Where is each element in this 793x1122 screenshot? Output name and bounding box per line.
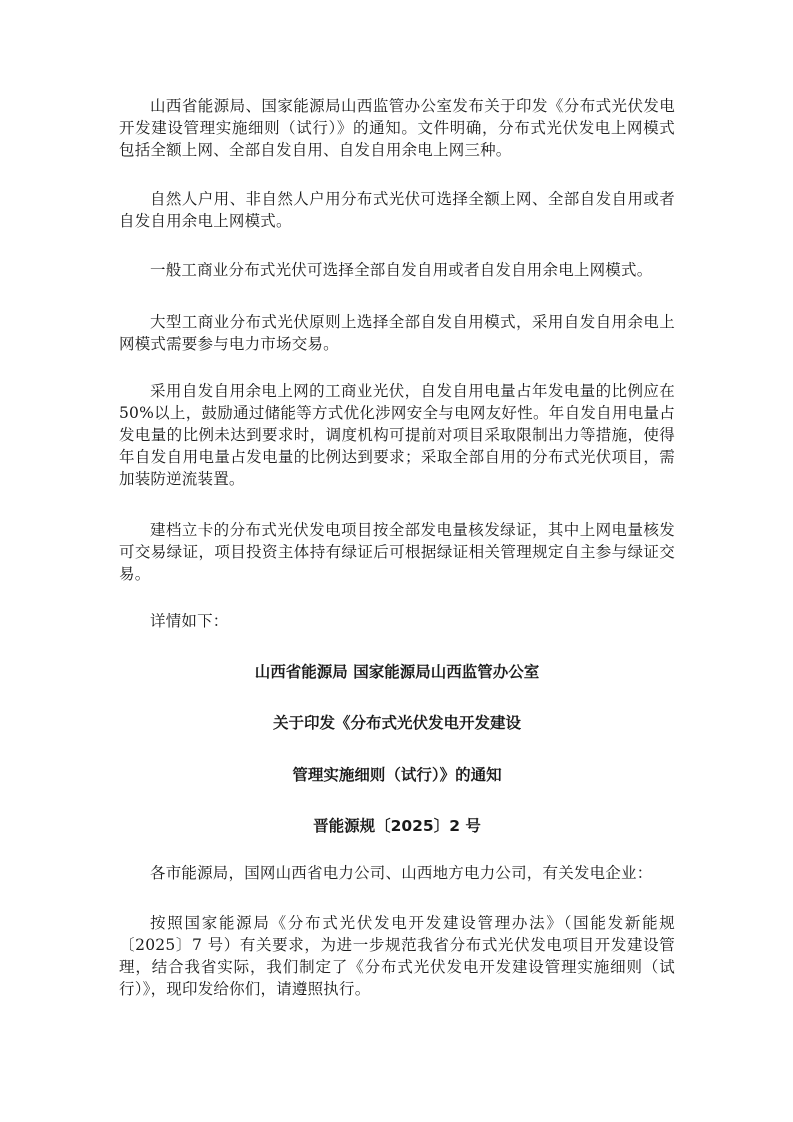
self-use-ratio-paragraph: 采用自发自用余电上网的工商业光伏，自发自用电量占年发电量的比例应在50%以上，鼓励通过储能等方式优化涉网安全与电网友好性。年自发自用电量占发电量的比例未达到要求时，调度机构可提前对项目采取限制出力等措施，使得年自发自用电量占发电量的比例达到要求；采取全部自用的分布式光伏项目，需加装防逆流装置。	[119, 382, 675, 488]
notice-issuer: 山西省能源局 国家能源局山西监管办公室	[254, 663, 540, 681]
notice-title-line2: 管理实施细则（试行）》的通知	[292, 766, 502, 784]
large-commercial-paragraph: 大型工商业分布式光伏原则上选择全部自发自用模式，采用自发自用余电上网模式需要参与电力市场交易。	[119, 313, 675, 353]
notice-doc-number: 晋能源规〔2025〕2 号	[313, 817, 481, 835]
household-mode-paragraph: 自然人户用、非自然人户用分布式光伏可选择全额上网、全部自发自用或者自发自用余电上网模式。	[119, 190, 675, 230]
general-commercial-paragraph: 一般工商业分布式光伏可选择全部自发自用或者自发自用余电上网模式。	[150, 261, 653, 279]
notice-title-line1: 关于印发《分布式光伏发电开发建设	[272, 714, 521, 732]
details-intro: 详情如下：	[150, 612, 229, 630]
intro-paragraph: 山西省能源局、国家能源局山西监管办公室发布关于印发《分布式光伏发电开发建设管理实施细则（试行）》的通知。文件明确，分布式光伏发电上网模式包括全额上网、全部自发自用、自发自用余电上网三种。	[119, 97, 675, 159]
notice-addressees: 各市能源局，国网山西省电力公司、山西地方电力公司，有关发电企业：	[150, 864, 653, 882]
green-certificate-paragraph: 建档立卡的分布式光伏发电项目按全部发电量核发绿证，其中上网电量核发可交易绿证，项目投资主体持有绿证后可根据绿证相关管理规定自主参与绿证交易。	[119, 521, 675, 583]
notice-body: 按照国家能源局《分布式光伏发电开发建设管理办法》（国能发新能规〔2025〕7 号）有关要求，为进一步规范我省分布式光伏发电项目开发建设管理，结合我省实际，我们制定了《分布式光伏发电开发建设管理实施细则（试行）》，现印发给你们，请遵照执行。	[119, 914, 675, 998]
